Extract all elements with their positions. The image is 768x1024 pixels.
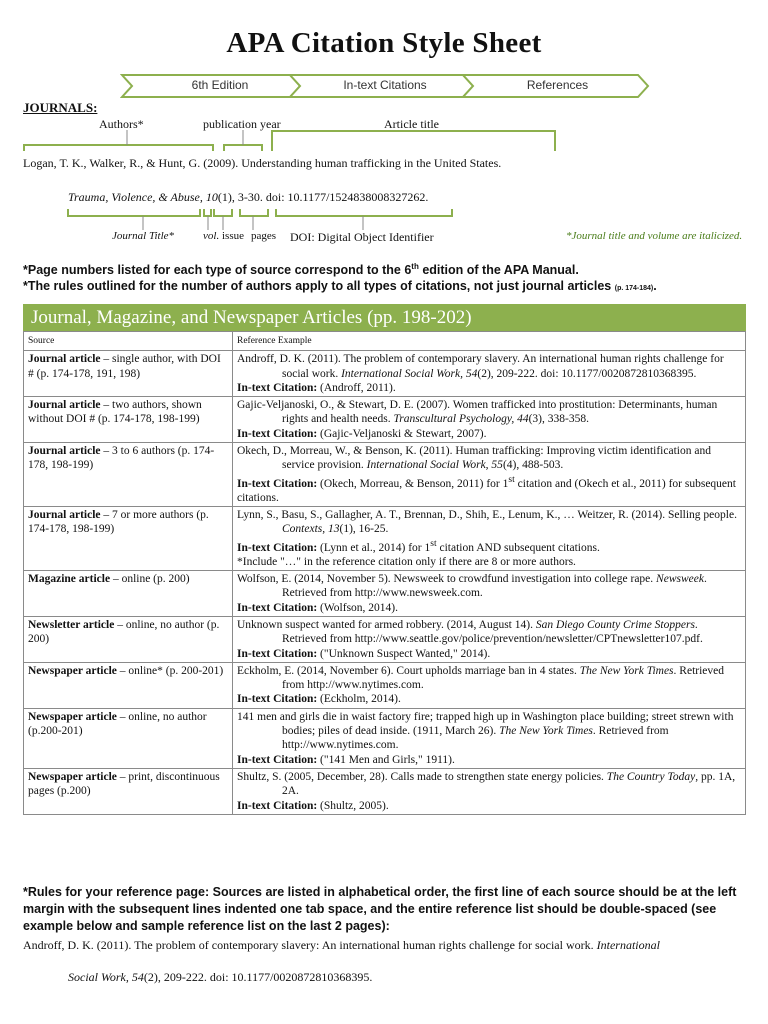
table-row <box>24 351 746 397</box>
example-citation-line1: Logan, T. K., Walker, R., & Hunt, G. (2009). Understanding human trafficking in the United States. <box>23 156 502 170</box>
step-in-text-citations: In-text Citations <box>343 78 427 92</box>
step-references: References <box>526 78 589 92</box>
reference-cell <box>233 443 746 507</box>
table-row <box>24 662 746 708</box>
reference-text: Wolfson, E. (2014, November 5). Newsweek to crowdfund investigation into college rape. Newsweek. Retrieved from http://www.newsweek.com. <box>237 573 707 600</box>
reference-cell <box>233 397 746 443</box>
label-journal-title: Journal Title* <box>112 230 175 242</box>
reference-cell <box>233 617 746 663</box>
step-6th-edition: 6th Edition <box>191 78 249 92</box>
table-row <box>24 617 746 663</box>
reference-rules-note: *Rules for your reference page: Sources are listed in alphabetical order, the first line of each source should be at the left margin with the subsequent lines indented one tab space, and the entire reference list should be double-spaced (see example below and sample reference list on the last 2 pages): <box>23 885 737 933</box>
source-cell: Journal article – single author, with DOI # (p. 174-178, 191, 198) <box>24 351 233 397</box>
reference-text: Lynn, S., Basu, S., Gallagher, A. T., Brennan, D., Shih, E., Lenum, K., … Weitzer, R. (2014). Selling people. Contexts, 13(1), 16-25. <box>237 509 737 536</box>
extra-note: *Include "…" in the reference citation only if there are 8 or more authors. <box>237 555 576 568</box>
intext-citation: In-text Citation: (Shultz, 2005). <box>237 799 389 812</box>
label-doi: DOI: Digital Object Identifier <box>290 230 434 244</box>
authors-rule-note: *The rules outlined for the number of authors apply to all types of citations, not just journal articles (p. 174-184). <box>23 279 657 293</box>
label-authors: Authors* <box>99 117 144 131</box>
intext-citation: In-text Citation: (Wolfson, 2014). <box>237 601 399 614</box>
source-cell: Newspaper article – print, discontinuous pages (p.200) <box>24 768 233 814</box>
table-row <box>24 768 746 814</box>
reference-text: Unknown suspect wanted for armed robbery. (2014, August 14). San Diego County Crime Stoppers. Retrieved from http://www.seattle.gov/police/prevention/newsletter/CPTnewsletter107.pdf. <box>237 619 703 646</box>
example-citation-line2 <box>68 190 428 205</box>
journals-heading: JOURNALS: <box>23 100 98 115</box>
source-cell: Newsletter article – online, no author (p. 200) <box>24 617 233 663</box>
reference-cell <box>233 571 746 617</box>
intext-citation: In-text Citation: (Gajic-Veljanoski & Stewart, 2007). <box>237 427 487 440</box>
intext-citation: In-text Citation: (Eckholm, 2014). <box>237 693 401 706</box>
source-cell: Journal article – two authors, shown without DOI # (p. 174-178, 198-199) <box>24 397 233 443</box>
reference-cell <box>233 708 746 768</box>
reference-cell <box>233 662 746 708</box>
reference-cell <box>233 507 746 571</box>
table-row <box>24 708 746 768</box>
section-title-bar: Journal, Magazine, and Newspaper Articles (pp. 198-202) <box>23 304 746 331</box>
page-numbers-note: *Page numbers listed for each type of source correspond to the 6th edition of the APA Manual. <box>23 262 579 278</box>
intext-citation: In-text Citation: (Androff, 2011). <box>237 381 396 394</box>
intext-citation: In-text Citation: ("141 Men and Girls," 1911). <box>237 753 455 766</box>
example-reference-line2: Social Work, 54(2), 209-222. doi: 10.1177/0020872810368395. <box>68 970 373 984</box>
example-journal-title: Trauma, Violence, & Abuse, 10 <box>68 190 218 204</box>
intext-citation: In-text Citation: (Lynn et al., 2014) for 1st citation AND subsequent citations. <box>237 537 600 554</box>
table-row <box>24 507 746 571</box>
source-cell: Newspaper article – online* (p. 200-201) <box>24 662 233 708</box>
label-pages: pages <box>251 230 277 242</box>
table-row <box>24 397 746 443</box>
label-issue: issue <box>222 230 244 242</box>
table-row <box>24 571 746 617</box>
table-row <box>24 443 746 507</box>
reference-text: Shultz, S. (2005, December, 28). Calls made to strengthen state energy policies. The Country Today, pp. 1A, 2A. <box>237 770 736 798</box>
reference-text: 141 men and girls die in waist factory fire; trapped high up in Washington place building; street strewn with bodies; piles of dead inside. (1911, March 26). The New York Times. Retrieved from http://www.nytimes.com. <box>237 710 734 752</box>
intext-citation: In-text Citation: (Okech, Morreau, & Benson, 2011) for 1st citation and (Okech et al., 2011) for subsequent citations. <box>237 473 736 504</box>
source-cell: Journal article – 7 or more authors (p. 174-178, 198-199) <box>24 507 233 571</box>
reference-text: Gajic-Veljanoski, O., & Stewart, D. E. (2007). Women trafficked into prostitution: Determinants, human rights and health needs. Transcultural Psychology, 44(3), 338-358. <box>237 399 718 426</box>
reference-table <box>23 331 746 815</box>
source-cell: Journal article – 3 to 6 authors (p. 174-178, 198-199) <box>24 443 233 507</box>
label-vol: vol. <box>203 230 220 242</box>
header-source: Source <box>24 332 233 351</box>
source-cell: Magazine article – online (p. 200) <box>24 571 233 617</box>
header-reference-example: Reference Example <box>233 332 746 351</box>
reference-cell <box>233 768 746 814</box>
page-title: APA Citation Style Sheet <box>226 27 542 59</box>
intext-citation: In-text Citation: ("Unknown Suspect Wanted," 2014). <box>237 647 491 660</box>
source-cell: Newspaper article – online, no author (p.200-201) <box>24 708 233 768</box>
table-header-row <box>24 332 746 351</box>
example-reference-line1: Androff, D. K. (2011). The problem of contemporary slavery: An international human rights challenge for social work. International <box>23 938 660 952</box>
label-article-title: Article title <box>384 117 439 131</box>
reference-cell <box>233 351 746 397</box>
italic-note: *Journal title and volume are italicized. <box>566 230 743 242</box>
reference-text: Okech, D., Morreau, W., & Benson, K. (2011). Human trafficking: Improving victim identification and service provision. International Social Work, 55(4), 488-503. <box>237 445 711 472</box>
label-publication-year: publication year <box>203 117 281 131</box>
reference-text: Eckholm, E. (2014, November 6). Court upholds marriage ban in 4 states. The New York Times. Retrieved from http://www.nytimes.com. <box>237 664 724 692</box>
reference-text: Androff, D. K. (2011). The problem of contemporary slavery. An international human rights challenge for social work. International Social Work, 54(2), 209-222. doi: 10.1177/0020872810368395. <box>237 353 724 380</box>
example-citation-tail: (1), 3-30. doi: 10.1177/1524838008327262. <box>217 190 429 204</box>
